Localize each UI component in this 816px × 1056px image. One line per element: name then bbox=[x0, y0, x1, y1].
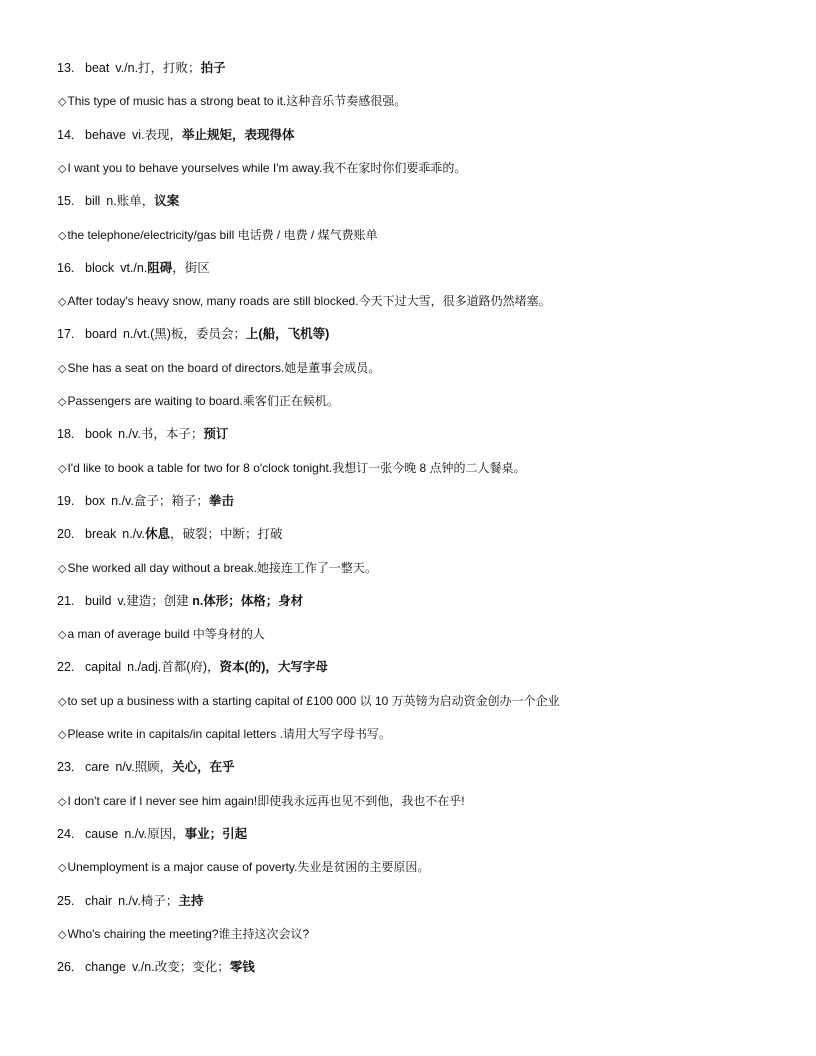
vocab-entry bbox=[57, 60, 776, 76]
example-text: a man of average build 中等身材的人 bbox=[67, 627, 265, 642]
example-sentence bbox=[58, 460, 776, 477]
entry-number: 23. bbox=[57, 760, 75, 775]
example-sentence bbox=[58, 393, 776, 410]
entry-pos: n./adj. bbox=[127, 660, 162, 675]
entry-meaning: 原因， bbox=[147, 826, 185, 841]
entry-number: 17. bbox=[57, 327, 75, 342]
diamond-bullet-icon: ◇ bbox=[58, 229, 67, 242]
entry-number: 24. bbox=[57, 826, 75, 841]
example-text: Who's chairing the meeting?谁主持这次会议? bbox=[67, 926, 310, 941]
entry-meaning: 椅子； bbox=[140, 893, 179, 908]
example-sentence bbox=[58, 726, 776, 743]
vocab-entry bbox=[57, 260, 776, 276]
diamond-bullet-icon: ◇ bbox=[58, 729, 67, 741]
entry-meaning: 账单， bbox=[116, 194, 155, 209]
entry-number: 26. bbox=[57, 960, 75, 975]
example-text: She has a seat on the board of directors.她是董事会成员。 bbox=[67, 360, 381, 375]
entry-meaning-emphasis: 主持 bbox=[178, 893, 204, 908]
diamond-bullet-icon: ◇ bbox=[58, 562, 67, 575]
diamond-bullet-icon: ◇ bbox=[58, 296, 67, 309]
vocab-entry bbox=[57, 526, 776, 542]
entry-number: 14. bbox=[57, 127, 75, 142]
entry-word: cause bbox=[85, 826, 119, 841]
entry-meaning: 首都(府)， bbox=[161, 660, 220, 675]
entry-meaning-emphasis: 拍子 bbox=[200, 61, 226, 75]
example-text: After today's heavy snow, many roads are still blocked.今天下过大雪，很多道路仍然堵塞。 bbox=[67, 294, 551, 309]
entry-number: 13. bbox=[57, 61, 75, 75]
vocab-entry bbox=[57, 326, 776, 342]
vocab-entry bbox=[57, 959, 776, 975]
entry-meaning: 改变；变化； bbox=[154, 960, 230, 975]
entry-meaning-emphasis: 拳击 bbox=[208, 493, 234, 508]
entry-pos: n./v. bbox=[118, 427, 141, 442]
entry-pos: vi. bbox=[132, 127, 145, 142]
vocab-entry bbox=[57, 593, 776, 609]
entry-pos: n./v. bbox=[124, 826, 148, 841]
diamond-bullet-icon: ◇ bbox=[58, 795, 67, 808]
example-text: I don't care if I never see him again!即使我永远再也见不到他，我也不在乎! bbox=[67, 793, 465, 808]
example-text: Please write in capitals/in capital letters .请用大写字母书写。 bbox=[67, 727, 391, 741]
entry-meaning: 照顾， bbox=[134, 760, 173, 775]
entry-meaning: (黑)板，委员会； bbox=[150, 327, 246, 342]
entry-number: 15. bbox=[57, 194, 75, 209]
entry-word: capital bbox=[85, 660, 122, 675]
entry-pos: n./v. bbox=[111, 493, 134, 508]
entry-word: beat bbox=[85, 61, 110, 75]
example-sentence bbox=[58, 227, 776, 244]
example-text: Unemployment is a major cause of poverty.失业是贫困的主要原因。 bbox=[67, 860, 430, 875]
example-text: Passengers are waiting to board.乘客们正在候机。 bbox=[67, 394, 339, 408]
entry-word: behave bbox=[85, 127, 127, 142]
entry-number: 25. bbox=[57, 893, 75, 908]
entry-meaning-emphasis: 事业；引起 bbox=[184, 826, 248, 841]
entry-meaning: 盒子；箱子； bbox=[133, 493, 209, 508]
example-text: She worked all day without a break.她接连工作了一整天。 bbox=[67, 560, 377, 575]
entry-word: board bbox=[85, 327, 117, 342]
entry-pos: n. bbox=[106, 194, 117, 209]
entry-meaning-emphasis: 议案 bbox=[154, 194, 180, 209]
example-sentence bbox=[58, 360, 776, 377]
diamond-bullet-icon: ◇ bbox=[58, 462, 67, 475]
diamond-bullet-icon: ◇ bbox=[58, 362, 67, 375]
entry-word: box bbox=[85, 493, 106, 508]
entry-number: 16. bbox=[57, 260, 75, 275]
entry-meaning-emphasis: 关心，在乎 bbox=[172, 760, 235, 775]
vocab-entry bbox=[57, 893, 776, 909]
entry-word: chair bbox=[85, 893, 113, 908]
diamond-bullet-icon: ◇ bbox=[58, 162, 67, 175]
entry-pos: vt./n. bbox=[120, 260, 148, 275]
entry-meaning: 建造；创建 bbox=[126, 593, 193, 608]
diamond-bullet-icon: ◇ bbox=[58, 695, 67, 708]
entry-meaning-emphasis: 预订 bbox=[203, 427, 229, 442]
entry-meaning-emphasis: 阻碍 bbox=[147, 260, 173, 275]
entry-meaning-emphasis: 举止规矩，表现得体 bbox=[182, 127, 295, 142]
vocab-entry bbox=[57, 493, 776, 509]
entry-pos: n./v. bbox=[122, 527, 145, 542]
entry-meaning-emphasis: 资本(的)，大写字母 bbox=[219, 660, 328, 675]
entry-word: block bbox=[85, 260, 115, 275]
entry-pos: v. bbox=[117, 593, 127, 608]
entry-meaning-emphasis: n.体形；体格；身材 bbox=[192, 593, 304, 608]
entry-meaning-emphasis: 零钱 bbox=[229, 960, 255, 975]
entry-number: 21. bbox=[57, 593, 75, 608]
example-sentence bbox=[58, 93, 776, 110]
example-sentence bbox=[58, 693, 776, 710]
entry-meaning: ，街区 bbox=[172, 260, 210, 275]
vocab-entry bbox=[57, 759, 776, 775]
vocab-entry bbox=[57, 659, 776, 675]
diamond-bullet-icon: ◇ bbox=[58, 396, 67, 408]
example-sentence bbox=[58, 293, 776, 310]
entry-word: build bbox=[85, 593, 112, 608]
entry-number: 19. bbox=[57, 493, 75, 508]
vocab-entry bbox=[57, 193, 776, 209]
entry-meaning-emphasis: 休息 bbox=[144, 527, 170, 542]
entry-meaning: ，破裂；中断；打破 bbox=[170, 527, 283, 542]
example-sentence bbox=[58, 793, 776, 810]
entry-meaning: 打，打败； bbox=[138, 61, 201, 75]
entry-word: book bbox=[85, 427, 113, 442]
entry-number: 18. bbox=[57, 427, 75, 442]
entry-pos: n./vt. bbox=[122, 327, 151, 342]
diamond-bullet-icon: ◇ bbox=[58, 629, 67, 642]
example-text: I want you to behave yourselves while I'm away.我不在家时你们要乖乖的。 bbox=[67, 160, 467, 175]
example-text: This type of music has a strong beat to it.这种音乐节奏感很强。 bbox=[67, 94, 407, 109]
diamond-bullet-icon: ◇ bbox=[58, 928, 67, 941]
vocab-entry bbox=[57, 127, 776, 143]
example-sentence bbox=[58, 560, 776, 577]
diamond-bullet-icon: ◇ bbox=[58, 96, 67, 109]
entry-pos: v./n. bbox=[115, 61, 139, 75]
entry-word: bill bbox=[85, 194, 101, 209]
entry-pos: n./v. bbox=[118, 893, 141, 908]
example-sentence bbox=[58, 926, 776, 943]
entry-number: 22. bbox=[57, 660, 75, 675]
entry-meaning-emphasis: 上(船，飞机等) bbox=[245, 327, 330, 342]
example-sentence bbox=[58, 859, 776, 876]
vocab-entry bbox=[57, 826, 776, 842]
entry-meaning: 表现， bbox=[144, 127, 183, 142]
entry-word: change bbox=[85, 960, 127, 975]
entry-word: break bbox=[85, 527, 117, 542]
example-text: I'd like to book a table for two for 8 o'clock tonight.我想订一张今晚 8 点钟的二人餐桌。 bbox=[67, 460, 526, 475]
vocab-entry bbox=[57, 426, 776, 442]
entry-pos: n/v. bbox=[115, 760, 135, 775]
example-text: to set up a business with a starting capital of £100 000 以 10 万英镑为启动资金创办一个企业 bbox=[67, 693, 560, 708]
example-text: the telephone/electricity/gas bill 电话费 / 电费 / 煤气费账单 bbox=[67, 227, 378, 242]
entry-number: 20. bbox=[57, 527, 75, 542]
example-sentence bbox=[58, 626, 776, 643]
example-sentence bbox=[58, 160, 776, 177]
diamond-bullet-icon: ◇ bbox=[58, 862, 67, 875]
entry-word: care bbox=[85, 760, 110, 775]
entry-meaning: 书，本子； bbox=[140, 427, 204, 442]
entry-pos: v./n. bbox=[132, 960, 155, 975]
